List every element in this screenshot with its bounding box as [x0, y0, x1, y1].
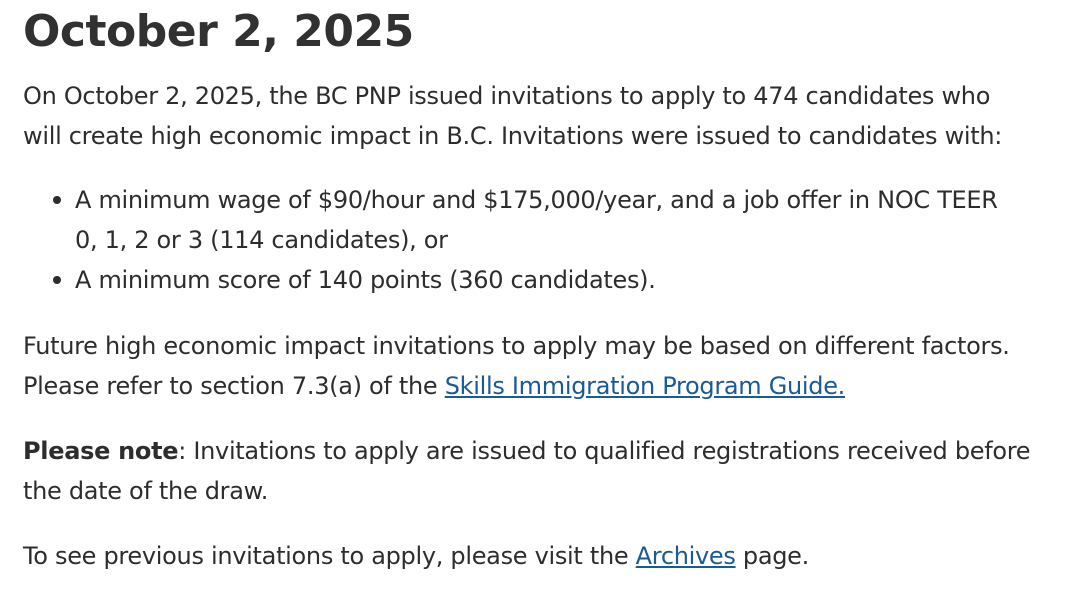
criteria-2-line-1: A minimum score of 140 points (360 candidates).	[75, 266, 656, 294]
list-item	[75, 180, 1063, 260]
intro-paragraph	[23, 76, 1063, 156]
archives-prefix: To see previous invitations to apply, please visit the	[23, 542, 636, 570]
note-line-2: the date of the draw.	[23, 477, 269, 505]
criteria-1-line-2: 0, 1, 2 or 3 (114 candidates), or	[75, 226, 448, 254]
future-line-1: Future high economic impact invitations to apply may be based on different factors.	[23, 332, 1010, 360]
bullet-icon	[53, 276, 61, 284]
bullet-icon	[53, 196, 61, 204]
note-line-1: : Invitations to apply are issued to qualified registrations received before	[178, 437, 1031, 465]
archives-suffix: page.	[735, 542, 809, 570]
archives-paragraph	[23, 536, 1063, 576]
future-line-2-prefix: Please refer to section 7.3(a) of the	[23, 372, 445, 400]
criteria-1-line-1: A minimum wage of $90/hour and $175,000/year, and a job offer in NOC TEER	[75, 186, 998, 214]
program-guide-link[interactable]: Skills Immigration Program Guide.	[444, 372, 846, 400]
list-item	[75, 260, 1063, 300]
intro-line-2: will create high economic impact in B.C. Invitations were issued to candidates with:	[23, 122, 1003, 150]
future-invitations-paragraph	[23, 326, 1063, 406]
archives-link[interactable]: Archives	[635, 542, 736, 570]
note-label: Please note	[23, 437, 179, 465]
criteria-list	[23, 180, 1063, 300]
note-paragraph	[23, 431, 1063, 511]
intro-line-1: On October 2, 2025, the BC PNP issued invitations to apply to 474 candidates who	[23, 82, 991, 110]
page-title: October 2, 2025	[23, 6, 414, 57]
